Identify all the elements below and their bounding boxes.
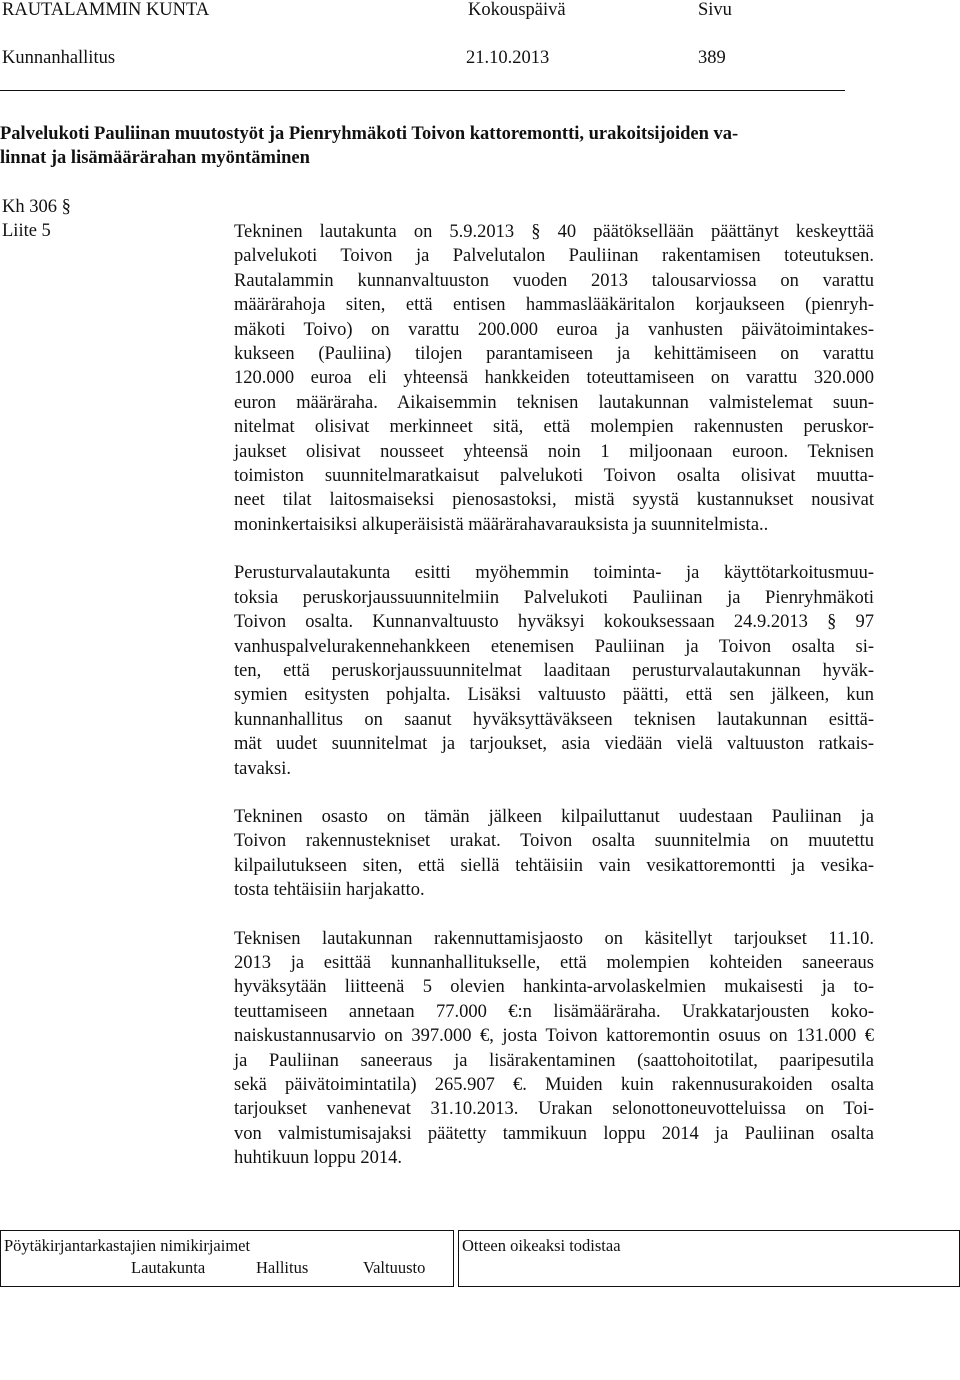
meeting-date: 21.10.2013 [466,48,550,68]
body-paragraph [234,561,874,781]
body-paragraph [234,805,874,903]
meeting-day-label: Kokouspäivä [468,0,566,20]
title-line: linnat ja lisämäärärahan myöntäminen [0,148,310,168]
agenda-title [0,122,880,170]
signatures-label: Pöytäkirjantarkastajien nimikirjaimet [4,1236,251,1255]
text-line: Rautalammin kunnanvaltuuston vuoden 2013 talousarviossa on varattu [234,270,874,291]
section-number: Kh 306 § [2,197,71,217]
text-line: moninkertaisiksi alkuperäisistä määrärahavarauksista ja suunnitelmista.. [234,514,769,535]
text-line: hyväksytään liitteenä 5 olevien hankinta-arvolaskelmien mukaisesti ja to- [234,977,874,998]
text-line: kunnanhallitus on saanut hyväksyttäväkseen teknisen lautakunnan esittä- [234,709,874,730]
text-line: kukseen (Pauliina) tilojen parantamiseen ja kehittämiseen on varattu [234,344,874,365]
municipality-name: RAUTALAMMIN KUNTA [2,0,210,20]
title-line: Palvelukoti Pauliinan muutostyöt ja Pienryhmäkoti Toivon kattoremontti, urakoitsijoiden va- [0,124,739,144]
header-rule [0,90,845,91]
text-line: tosta tehtäisiin harjakatto. [234,880,425,901]
text-line: Teknisen lautakunnan rakennuttamisjaosto on käsitellyt tarjoukset 11.10. [234,928,874,949]
text-line: neet tilat laitosmaiseksi pienosastoksi, mistä syystä kustannukset nousivat [234,490,874,511]
signature-column-lautakunta: Lautakunta [131,1258,206,1277]
text-line: ja Pauliinan saneeraus ja lisärakentaminen (saattohoitotilat, paaripesutila [234,1050,874,1071]
text-line: Toivon rakennustekniset urakat. Toivon osalta suunnitelmia on muutettu [234,831,874,852]
text-line: kilpailutukseen siten, että siellä tehtäisiin vain vesikattoremontti ja vesika- [234,855,874,876]
text-line: huhtikuun loppu 2014. [234,1148,403,1169]
text-line: 2013 ja esittää kunnanhallitukselle, että molempien kohteiden saneeraus [234,952,874,973]
text-line: Tekninen lautakunta on 5.9.2013 § 40 päätöksellään päättänyt keskeyttää [234,222,874,242]
text-line: 120.000 euroa eli yhteensä hankkeiden toteuttamiseen on varattu 320.000 [234,368,874,389]
signature-column-hallitus: Hallitus [256,1258,309,1277]
text-line: euron määräraha. Aikaisemmin teknisen lautakunnan valmistelemat suun- [234,392,874,413]
text-line: von valmistumisajaksi päätetty tammikuun loppu 2014 ja Pauliinan osalta [234,1123,874,1144]
body-paragraph [234,927,874,1171]
certified-label: Otteen oikeaksi todistaa [462,1236,621,1255]
text-line: nitelmat olisivat merkinneet sitä, että molempien rakennusten peruskor- [234,417,874,438]
body-paragraph [234,220,874,537]
text-line: palvelukoti Toivon ja Palvelutalon Pauliinan rakentamisen toteutuksen. [234,246,874,267]
text-line: toimiston suunnitelmaratkaisut palvelukoti Toivon osalta olisivat muutta- [234,466,874,487]
text-line: vanhuspalvelurakennehankkeen etenemisen Pauliinan ja Toivon osalta si- [234,636,874,657]
text-line: sekä päivätoimintatila) 265.907 €. Muiden kuin rakennusurakoiden osalta [234,1075,874,1095]
document-body [234,220,874,1195]
text-line: jaukset olisivat nousseet yhteensä noin 1 miljoonaan euroon. Teknisen [234,441,874,462]
page-number: 389 [698,48,726,68]
attachment-label: Liite 5 [2,221,51,241]
body-name: Kunnanhallitus [2,48,116,68]
text-line: symien esitysten pohjalta. Lisäksi valtuusto päätti, että sen jälkeen, kun [234,685,874,706]
text-line: määrärahoja siten, että entisen hammaslääkäritalon korjaukseen (pienryh- [234,295,874,316]
text-line: ten, että peruskorjaussuunnitelmat laaditaan perusturvalautakunnan hyväk- [234,660,874,681]
text-line: mäkoti Toivo) on varattu 200.000 euroa ja vanhusten päivätoimintakes- [234,319,874,340]
text-line: Toivon osalta. Kunnanvaltuusto hyväksyi kokouksessaan 24.9.2013 § 97 [234,612,874,633]
signature-column-valtuusto: Valtuusto [363,1258,426,1277]
text-line: teuttamiseen annetaan 77.000 €:n lisämääräraha. Urakkatarjousten koko- [234,1001,874,1022]
page-label: Sivu [698,0,732,20]
text-line: Tekninen osasto on tämän jälkeen kilpailuttanut uudestaan Pauliinan ja [234,806,874,827]
text-line: Perusturvalautakunta esitti myöhemmin toiminta- ja käyttötarkoitusmuu- [234,563,874,584]
text-line: naiskustannusarvio on 397.000 €, josta Toivon kattoremontin osuus on 131.000 € [234,1026,874,1047]
text-line: toksia peruskorjaussuunnitelmiin Palvelukoti Pauliinan ja Pienryhmäkoti [234,587,874,608]
text-line: tavaksi. [234,758,292,779]
text-line: mät uudet suunnitelmat ja tarjoukset, asia viedään vielä valtuuston ratkais- [234,734,874,755]
text-line: tarjoukset vanhenevat 31.10.2013. Urakan selonottoneuvotteluissa on Toi- [234,1099,874,1120]
